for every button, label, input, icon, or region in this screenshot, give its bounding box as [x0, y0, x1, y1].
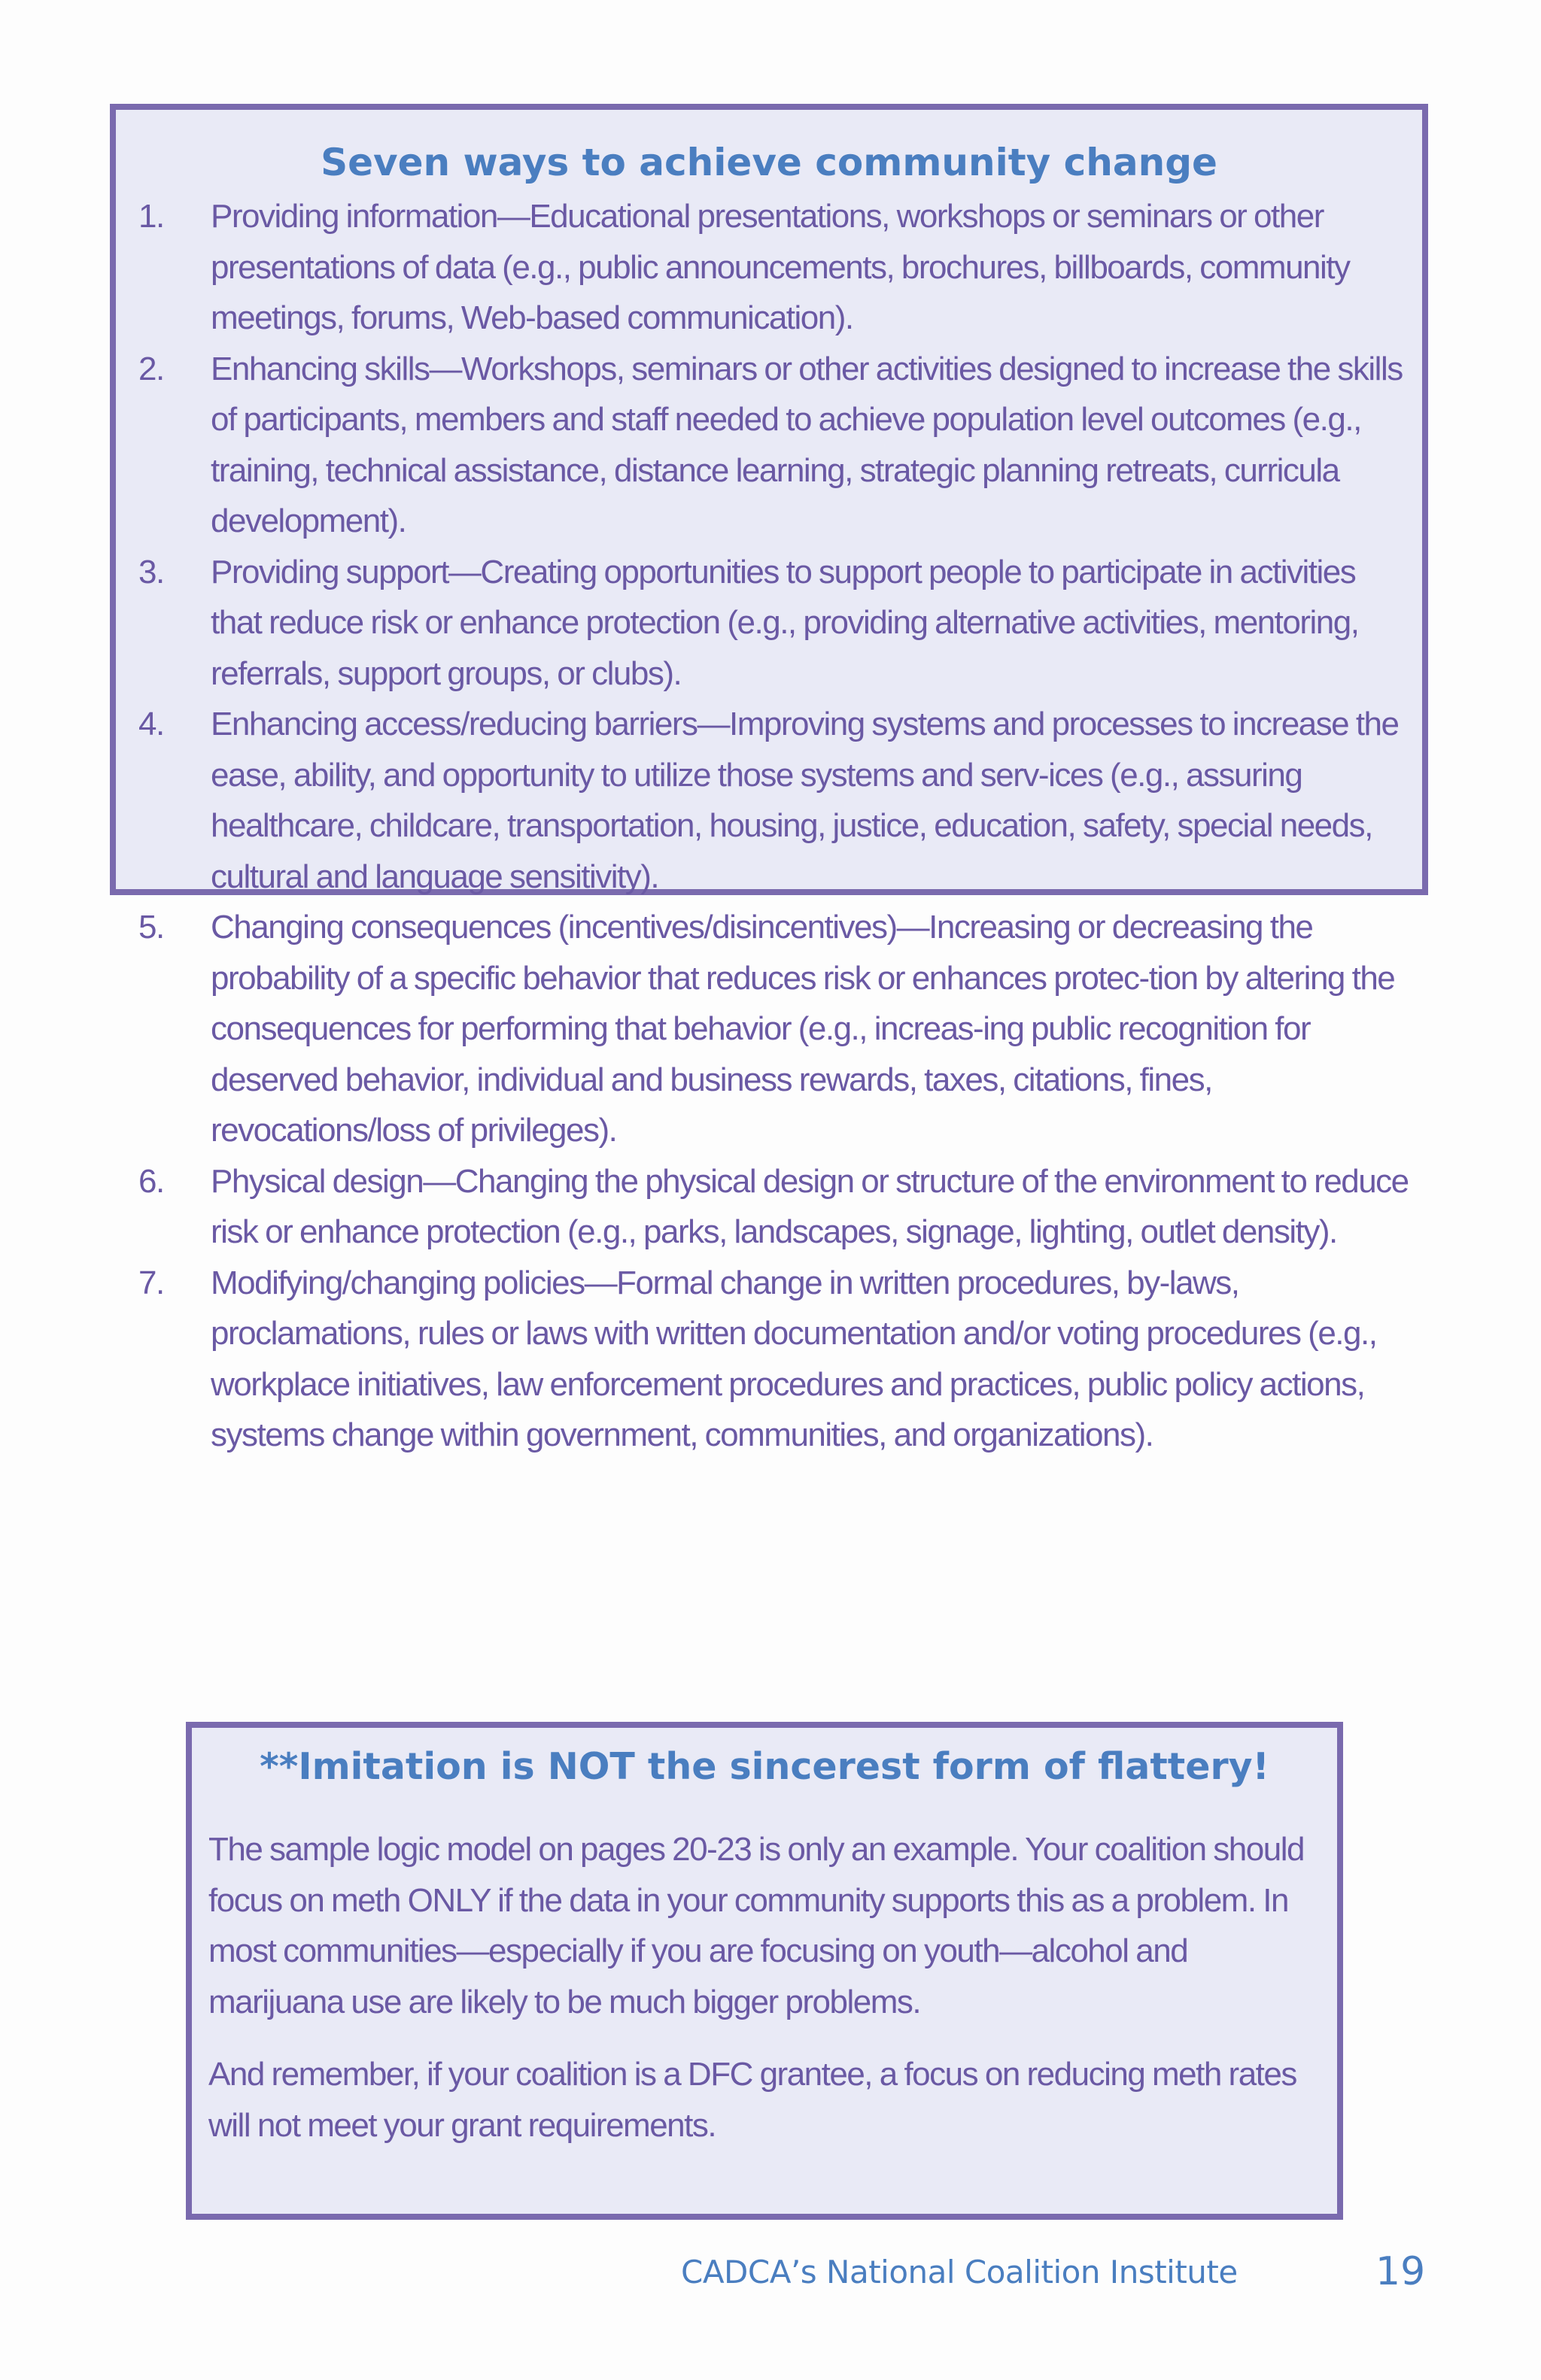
- list-item-number: 6.: [138, 1162, 164, 1200]
- list-item-text: Enhancing skills—Workshops, seminars or other activities designed to increase the skills of participants, members and staff needed to achieve population level outcomes (e.g., training, technical assistance, distance learning, strategic planning retreats, curricula development).: [211, 350, 1403, 539]
- list-item-text: Modifying/changing policies—Formal change in written procedures, by-laws, proclamations, rules or laws with written documentation and/or voting procedures (e.g., workplace initiatives, law enforcement procedures and practices, public policy actions, systems change within government, communities, and organizations).: [211, 1264, 1377, 1453]
- list-item: [138, 699, 1410, 902]
- list-item-number: 1.: [138, 198, 164, 235]
- imitation-callout-body: [208, 1824, 1325, 2151]
- imitation-callout-box: [186, 1722, 1343, 2220]
- list-item-number: 5.: [138, 909, 164, 946]
- list-item: [138, 547, 1410, 700]
- community-change-box: [110, 104, 1428, 1453]
- callout-paragraph: And remember, if your coalition is a DFC grantee, a focus on reducing meth rates will not meet your grant requirements.: [208, 2056, 1296, 2144]
- page-number: 19: [1375, 2249, 1426, 2294]
- community-change-title: Seven ways to achieve community change: [321, 141, 1217, 184]
- list-item-number: 3.: [138, 553, 164, 590]
- list-item: [138, 191, 1410, 344]
- footer-publisher: CADCA’s National Coalition Institute: [681, 2254, 1238, 2290]
- list-item: [138, 344, 1410, 547]
- list-item-text: Providing information—Educational presentations, workshops or seminars or other presentations of data (e.g., public announcements, brochures, billboards, community meetings, forums, Web-based communication).: [211, 198, 1350, 336]
- list-item-text: Enhancing access/reducing barriers—Improving systems and processes to increase the ease, ability, and opportunity to utilize those systems and serv-ices (e.g., assuring healthcare, childcare, transportation, housing, justice, education, safety, special needs, cultural and language sensitivity).: [211, 706, 1399, 895]
- list-item-number: 7.: [138, 1264, 164, 1301]
- list-item-number: 2.: [138, 350, 164, 387]
- list-item-text: Providing support—Creating opportunities to support people to participate in activities that reduce risk or enhance protection (e.g., providing alternative activities, mentoring, referrals, support groups, or clubs).: [211, 553, 1359, 692]
- list-item: [138, 902, 1410, 1156]
- list-item-number: 4.: [138, 706, 164, 742]
- list-item-text: Changing consequences (incentives/disincentives)—Increasing or decreasing the probability of a specific behavior that reduces risk or enhances protec-tion by altering the consequences for performing that behavior (e.g., increas-ing public recognition for deserved behavior, individual and business rewards, taxes, citations, fines, revocations/loss of privileges).: [211, 909, 1395, 1149]
- list-item-text: Physical design—Changing the physical design or structure of the environment to reduce risk or enhance protection (e.g., parks, landscapes, signage, lighting, outlet density).: [211, 1162, 1409, 1250]
- callout-paragraph: The sample logic model on pages 20-23 is only an example. Your coalition should focus on meth ONLY if the data in your community supports this as a problem. In most communities—especially if you are focusing on youth—alcohol and marijuana use are likely to be much bigger problems.: [208, 1831, 1304, 2020]
- list-item: [138, 1156, 1410, 1258]
- community-change-list: [138, 191, 1410, 1461]
- imitation-callout-title: **Imitation is NOT the sincerest form of flattery!: [260, 1745, 1269, 1788]
- list-item: [138, 1258, 1410, 1461]
